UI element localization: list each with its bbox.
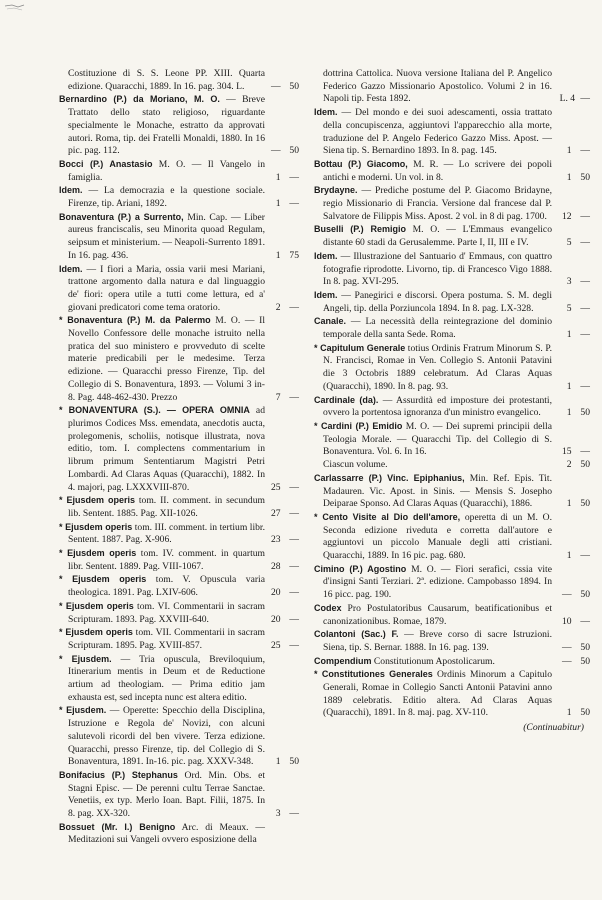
price-lire: 10 bbox=[562, 615, 572, 627]
catalogue-entry bbox=[314, 420, 590, 459]
entry-heading: Idem. bbox=[59, 263, 83, 274]
entry-price bbox=[267, 392, 299, 405]
entry-text: ad plurimos Codices Mss. emendata, anecdotis aucta, prolegomenis, scholiis, notisque illustrata, nova editio, tom. I. complectens commentarium in librum primum Sententiarum Magistri Petri Lombardi. Ad Claras Aquas (Quaracchi), 1882. In 4. majori, pag. LXXXVIII-870. bbox=[68, 405, 265, 493]
price-centesimi: — bbox=[289, 808, 299, 820]
entry-heading: Bossuet (Mr. I.) Benigno bbox=[59, 821, 176, 832]
catalogue-entry bbox=[59, 653, 299, 705]
price-lire: 1 bbox=[566, 550, 572, 562]
entry-text: tom. III. comment. in tertium libr. Sentent. 1887. Pag. X-906. bbox=[68, 521, 265, 546]
entry-text: tom. V. Opuscula varia theologica. 1891. Pag. LXIV-606. bbox=[68, 574, 265, 599]
entry-price bbox=[267, 534, 299, 547]
price-lire: 3 bbox=[275, 808, 281, 820]
entry-price bbox=[554, 407, 590, 420]
price-centesimi: — bbox=[289, 171, 299, 183]
entry-price bbox=[267, 172, 299, 185]
catalogue-entry bbox=[314, 106, 590, 158]
entry-heading: * Bonaventura (P.) M. da Palermo bbox=[59, 315, 211, 326]
price-lire: 15 bbox=[562, 446, 572, 458]
entry-text: Ord. Min. Obs. et Stagni Episc. — De perenni cultu Terrae Sanctae. Venetiis, ex typ. Merlo Ioan. Bapt. Filii, 1875. In 8. pag. XX-320. bbox=[68, 769, 265, 820]
entry-text: — I fiori a Maria, ossia varii mesi Mariani, trattone argomento dalla natura e dal linguaggio de' fiori: opera utile a tutti come lettura, ed a' giovani predicatori come tema oratorio. bbox=[68, 263, 265, 313]
entry-text: — Assurdità ed imposture dei protestanti, ovvero la portentosa ignoranza d'un ministro evangelico. bbox=[323, 394, 552, 419]
entry-price bbox=[267, 302, 299, 315]
catalogue-entry bbox=[59, 184, 299, 210]
price-centesimi: — bbox=[580, 550, 590, 562]
entry-text: — Del mondo e dei suoi adescamenti, ossia trattato della concupiscenza, aggiuntovi l'apparecchio alla morte, traduzione del P. Angelo Federico Gazzo Miss. Apost. — Siena tip. S. Bernardino 1893. In 8. pag. 145. bbox=[323, 107, 552, 157]
price-lire: — bbox=[562, 655, 572, 667]
price-centesimi: — bbox=[289, 507, 299, 519]
price-lire: 1 bbox=[566, 380, 572, 392]
entry-heading: * Constitutiones Generales bbox=[314, 669, 433, 680]
entry-text: — Operette: Specchio della Disciplina, Istruzione e Regola de' Novizi, con alcuni salutevoli ricordi del ben vivere. Terza edizione. Quaracchi, presso Firenze, tip. del Collegio di S. Bonaventura, 1891. In-16. pic. pag. XXXV-348. bbox=[68, 705, 266, 768]
catalogue-entry bbox=[314, 158, 590, 184]
entry-heading: Brydayne. bbox=[314, 185, 358, 196]
entry-text: tom. IV. comment. in quartum libr. Sentent. 1889. Pag. VIII-1067. bbox=[68, 548, 265, 572]
price-centesimi: — bbox=[289, 613, 299, 625]
catalogue-entry bbox=[314, 223, 590, 249]
entry-text: — La democrazia e la questione sociale. Firenze, tip. Ariani, 1892. bbox=[68, 185, 265, 210]
price-centesimi: 50 bbox=[580, 655, 590, 667]
price-centesimi: 50 bbox=[289, 80, 299, 92]
entry-text: totius Ordinis Fratrum Minorum S. P. N. Francisci, Romae in Ven. Collegio S. Antonii Patavini die 3 Octobris 1889 celebratum. Ad Claras Aquas (Quaracchi), 1890. In 8. pag. 93. bbox=[323, 342, 552, 392]
entry-price bbox=[554, 707, 590, 720]
entry-price bbox=[554, 589, 590, 602]
entry-heading: Bocci (P.) Anastasio bbox=[59, 158, 153, 169]
catalogue-entry bbox=[59, 494, 299, 520]
price-centesimi: — bbox=[289, 391, 299, 403]
entry-heading: * Ejusdem operis bbox=[59, 574, 147, 585]
catalogue-entry bbox=[59, 521, 299, 547]
catalogue-entry bbox=[314, 655, 590, 669]
price-lire: 1 bbox=[566, 707, 572, 719]
price-lire: 1 bbox=[566, 407, 572, 419]
entry-text: M. O. — Il Novello Confessore delle monache istruito nella pratica del suo ministero e provveduto di scelte materie predicabili per le medesime. Terza edizione. — Quaracchi presso Firenze, Tip. del Collegio di S. Bonaventura, 1893. — Volumi 3 in-8. Pag. 448-462-430. Prezzo bbox=[68, 315, 265, 403]
entry-price bbox=[554, 145, 590, 158]
catalogue-entry bbox=[59, 158, 299, 184]
price-centesimi: 50 bbox=[580, 407, 590, 419]
entry-heading: Carlassarre (P.) Vinc. Epiphanius, bbox=[314, 472, 465, 483]
catalogue-entry bbox=[314, 472, 590, 511]
entry-price bbox=[267, 198, 299, 211]
catalogue-entry bbox=[59, 314, 299, 404]
entry-text: Min. Cap. — Liber aureus franciscalis, seu Minorita quoad Regulam, seipsum et ministerium. — Neapoli-Surrento 1891. In 16. pag. 436. bbox=[68, 211, 265, 261]
price-centesimi: — bbox=[580, 380, 590, 392]
price-lire: L. 4 bbox=[559, 93, 576, 105]
catalogue-entry bbox=[314, 459, 590, 472]
entry-price bbox=[554, 642, 590, 655]
price-lire: 1 bbox=[566, 145, 572, 157]
entry-text: — Illustrazione del Santuario d' Emmaus, con quattro fotografie riprodotte. Livorno, tip. di Francesco Vigo 1888. In 8. pag. XVI-295. bbox=[323, 250, 552, 288]
price-centesimi: 50 bbox=[580, 171, 590, 183]
entry-price bbox=[554, 656, 590, 669]
entry-heading: Bonifacius (P.) Stephanus bbox=[59, 769, 178, 780]
price-lire: — bbox=[562, 641, 572, 653]
entry-price bbox=[554, 381, 590, 394]
catalogue-entry bbox=[59, 704, 299, 769]
left-column bbox=[59, 68, 299, 847]
entry-text: — Breve corso di sacre Istruzioni. Siena, tip. S. Bernar. 1888. In 16. pag. 139. bbox=[323, 629, 552, 653]
price-lire: 1 bbox=[275, 198, 281, 210]
entry-heading: * BONAVENTURA (S.). — OPERA OMNIA bbox=[59, 405, 250, 416]
catalogue-entry bbox=[314, 511, 590, 563]
price-centesimi: 50 bbox=[580, 459, 590, 471]
catalogue-entry bbox=[59, 769, 299, 821]
entry-text: M. O. — L'Emmaus evangelico distante 60 stadi da Gerusalemme. Parte I, II, III e IV. bbox=[323, 224, 552, 249]
entry-heading: Colantoni (Sac.) F. bbox=[314, 629, 399, 640]
entry-price bbox=[554, 93, 590, 106]
price-centesimi: — bbox=[580, 237, 590, 249]
entry-price bbox=[267, 561, 299, 574]
entry-price bbox=[267, 808, 299, 821]
price-lire: 5 bbox=[566, 237, 572, 249]
entry-text: Pro Postulatoribus Causarum, beatificationibus et canonizationibus. Romae, 1879. bbox=[323, 602, 552, 627]
entry-heading: * Cardini (P.) Emidio bbox=[314, 420, 403, 431]
entry-price bbox=[554, 276, 590, 289]
catalogue-entry bbox=[314, 184, 590, 223]
price-centesimi: 50 bbox=[289, 145, 299, 157]
entry-heading: * Ejusdem. bbox=[59, 653, 112, 664]
price-lire: 1 bbox=[275, 171, 281, 183]
entry-text: M. O. — Dei supremi principii della Teologia Morale. — Quaracchi Tip. del Collegio di S. Bonaventura. Vol. 6. In 16. bbox=[323, 420, 552, 458]
price-centesimi: — bbox=[289, 560, 299, 572]
entry-heading: * Capitulum Generale bbox=[314, 342, 406, 353]
catalogue-entry bbox=[59, 821, 299, 847]
price-centesimi: — bbox=[580, 446, 590, 458]
price-lire: — bbox=[271, 145, 281, 157]
price-centesimi: — bbox=[580, 93, 590, 105]
price-centesimi: — bbox=[580, 329, 590, 341]
catalogue-entry bbox=[59, 626, 299, 652]
price-lire: 28 bbox=[271, 560, 281, 572]
price-lire: 25 bbox=[271, 639, 281, 651]
entry-text: M. R. — Lo scrivere dei popoli antichi e moderni. Un vol. in 8. bbox=[323, 158, 552, 183]
entry-heading: Codex bbox=[314, 602, 342, 613]
entry-price bbox=[267, 81, 299, 94]
entry-heading: Idem. bbox=[314, 250, 338, 261]
entry-text: — Breve Trattato dello stato religioso, riguardante specialmente le Monache, estratto da approvati autori. Roma, tip. dei Fratelli Monaldi, 1880. In 16 pic. pag. 112. bbox=[68, 94, 265, 157]
price-lire: 27 bbox=[271, 507, 281, 519]
catalogue-entry bbox=[59, 404, 299, 494]
catalogue-entry bbox=[59, 573, 299, 599]
price-lire: 2 bbox=[275, 301, 281, 313]
entry-text: M. O. — Fiori serafici, cssia vite d'insigni Santi Terziari. 2ª. edizione. Campobasso 1894. In 16 picc. pag. 190. bbox=[323, 563, 552, 601]
catalogue-entry bbox=[59, 68, 299, 93]
price-lire: 1 bbox=[566, 498, 572, 510]
catalogue-entry bbox=[314, 668, 590, 720]
entry-text: Costituzione di S. S. Leone PP. XIII. Quarta edizione. Quaracchi, 1889. In 16. pag. 304. L. bbox=[68, 68, 265, 92]
entry-text: Arc. di Meaux. — Meditazioni sui Vangeli ovvero esposizione della bbox=[68, 821, 265, 846]
entry-price bbox=[267, 250, 299, 263]
entry-price bbox=[267, 640, 299, 653]
entry-price bbox=[267, 614, 299, 627]
price-centesimi: 50 bbox=[580, 498, 590, 510]
price-centesimi: — bbox=[289, 534, 299, 546]
entry-heading: Idem. bbox=[59, 185, 83, 196]
price-lire: — bbox=[562, 589, 572, 601]
price-lire: 3 bbox=[566, 276, 572, 288]
entry-text: — Tria opuscula, Breviloquium, Itinerarium mentis in Deum et de Reductione artium ad theologiam. — Prima editio jam exhausta est, sed incepta nunc est altera editio. bbox=[68, 653, 265, 703]
catalogue-entry bbox=[314, 68, 590, 106]
entry-text: Ciascun volume. bbox=[323, 459, 388, 471]
price-lire: 7 bbox=[275, 391, 281, 403]
catalogue-entry bbox=[59, 600, 299, 626]
entry-price bbox=[554, 498, 590, 511]
price-lire: 20 bbox=[271, 613, 281, 625]
catalogue-entry bbox=[59, 93, 299, 158]
entry-price bbox=[554, 550, 590, 563]
entry-heading: * Ejusdem operis bbox=[59, 548, 137, 559]
entry-price bbox=[554, 303, 590, 316]
entry-text: dottrina Cattolica. Nuova versione Italiana del P. Angelico Federico Gazzo Missionario Apostolico. Volumi 2 in 16. Napoli tip. Festa 1892. bbox=[323, 68, 552, 105]
catalogue-entry bbox=[59, 211, 299, 263]
entry-price bbox=[267, 508, 299, 521]
entry-text: — La necessità della reintegrazione del dominio temporale della santa Sede. Roma. bbox=[323, 316, 552, 341]
entry-price bbox=[554, 616, 590, 629]
catalogue-entry bbox=[314, 315, 590, 341]
price-centesimi: — bbox=[580, 210, 590, 222]
price-centesimi: — bbox=[580, 302, 590, 314]
entry-price bbox=[267, 482, 299, 495]
entry-text: Ordinis Minorum a Capitulo Generali, Romae in Collegio Sancti Antonii Patavini anno 1889 celebratis. Editio altera. Ad Claras Aquas (Quaracchi), 1891. In 8. maj. pag. XV-110. bbox=[323, 669, 553, 719]
entry-heading: * Cento Visite al Dio dell'amore, bbox=[314, 511, 461, 522]
price-centesimi: 50 bbox=[580, 641, 590, 653]
price-lire: 12 bbox=[562, 210, 572, 222]
entry-heading: Canale. bbox=[314, 316, 347, 327]
price-lire: 1 bbox=[275, 756, 281, 768]
entry-heading: Cardinale (da). bbox=[314, 394, 379, 405]
price-centesimi: 50 bbox=[580, 707, 590, 719]
corner-scribble-mark bbox=[4, 2, 26, 12]
entry-heading: Idem. bbox=[314, 289, 338, 300]
entry-text: Constitutionum Apostolicarum. bbox=[371, 655, 495, 667]
price-centesimi: 50 bbox=[289, 756, 299, 768]
catalogue-entry bbox=[314, 563, 590, 602]
entry-text: Min. Ref. Epis. Tit. Madauren. Vic. Apost. in Sinis. — Mensis S. Josepho Deiparae Sponso. Ad Claras Aquas (Quaracchi), 1886. bbox=[323, 472, 552, 510]
price-centesimi: — bbox=[580, 145, 590, 157]
entry-heading: * Ejusdem. bbox=[59, 705, 107, 716]
price-lire: 25 bbox=[271, 481, 281, 493]
price-centesimi: — bbox=[289, 639, 299, 651]
entry-text: tom. VI. Commentarii in sacram Scripturam. 1893. Pag. XXVIII-640. bbox=[68, 600, 266, 625]
entry-price bbox=[267, 587, 299, 600]
price-centesimi: — bbox=[289, 301, 299, 313]
price-centesimi: — bbox=[580, 615, 590, 627]
entry-price bbox=[554, 459, 590, 472]
catalogue-entry bbox=[314, 342, 590, 394]
price-lire: 1 bbox=[275, 249, 281, 261]
entry-price bbox=[267, 145, 299, 158]
catalogue-entry bbox=[314, 250, 590, 289]
right-column bbox=[314, 68, 590, 734]
catalogue-entry bbox=[314, 394, 590, 420]
price-centesimi: — bbox=[289, 481, 299, 493]
entry-price bbox=[554, 329, 590, 342]
catalogue-entry bbox=[59, 263, 299, 315]
price-centesimi: — bbox=[580, 276, 590, 288]
entry-heading: Idem. bbox=[314, 107, 338, 118]
entry-heading: Bonaventura (P.) a Surrento, bbox=[59, 211, 184, 222]
entry-heading: * Ejusdem operis bbox=[59, 627, 133, 638]
entry-text: — Prediche postume del P. Giacomo Bridayne, regio Missionario di Francia. Versione dal francese dal P. Salvatore de Filippis Miss. Apost. 2 vol. in 8 di pag. 1700. bbox=[323, 185, 552, 222]
entry-text: — Panegirici e discorsi. Opera postuma. S. M. degli Angeli, tip. della Porziuncola 1894. In 8. pag. LX-328. bbox=[323, 289, 552, 314]
entry-text: M. O. — Il Vangelo in famiglia. bbox=[68, 158, 265, 183]
entry-text: operetta di un M. O. Seconda edizione riveduta e corretta dall'autore e aggiuntovi un piccolo Manuale degli atti cristiani. Quaracchi, 1889. In 16 pic. pag. 680. bbox=[323, 511, 552, 562]
entry-heading: Bottau (P.) Giacomo, bbox=[314, 158, 408, 169]
entry-heading: * Ejusdem operis bbox=[59, 600, 134, 611]
price-lire: 1 bbox=[566, 171, 572, 183]
price-lire: 20 bbox=[271, 587, 281, 599]
entry-heading: Buselli (P.) Remigio bbox=[314, 224, 406, 235]
entry-price bbox=[554, 446, 590, 459]
entry-heading: Cimino (P.) Agostino bbox=[314, 563, 407, 574]
catalogue-entry bbox=[59, 547, 299, 573]
price-lire: 5 bbox=[566, 302, 572, 314]
price-centesimi: — bbox=[289, 198, 299, 210]
price-centesimi: — bbox=[289, 587, 299, 599]
entry-heading: Bernardino (P.) da Moriano, M. O. bbox=[59, 94, 220, 105]
catalogue-entry bbox=[314, 289, 590, 315]
price-lire: — bbox=[271, 80, 281, 92]
entry-heading: * Ejusdem operis bbox=[59, 521, 133, 532]
price-lire: 23 bbox=[271, 534, 281, 546]
price-centesimi: 75 bbox=[289, 249, 299, 261]
continuation-note: (Continuabitur) bbox=[523, 722, 584, 734]
price-lire: 1 bbox=[566, 329, 572, 341]
entry-price bbox=[554, 237, 590, 250]
entry-text: tom. VII. Commentarii in sacram Scripturam. 1895. Pag. XVIII-857. bbox=[68, 627, 265, 651]
entry-price bbox=[554, 172, 590, 185]
catalogue-entry bbox=[314, 628, 590, 654]
price-lire: 2 bbox=[566, 459, 572, 471]
price-centesimi: 50 bbox=[580, 589, 590, 601]
entry-heading: * Ejusdem operis bbox=[59, 495, 135, 506]
entry-price bbox=[554, 211, 590, 224]
entry-heading: Compendium bbox=[314, 655, 372, 666]
catalogue-entry bbox=[314, 602, 590, 628]
entry-price bbox=[267, 756, 299, 769]
entry-text: tom. II. comment. in secundum lib. Sentent. 1885. Pag. XII-1026. bbox=[68, 495, 265, 519]
